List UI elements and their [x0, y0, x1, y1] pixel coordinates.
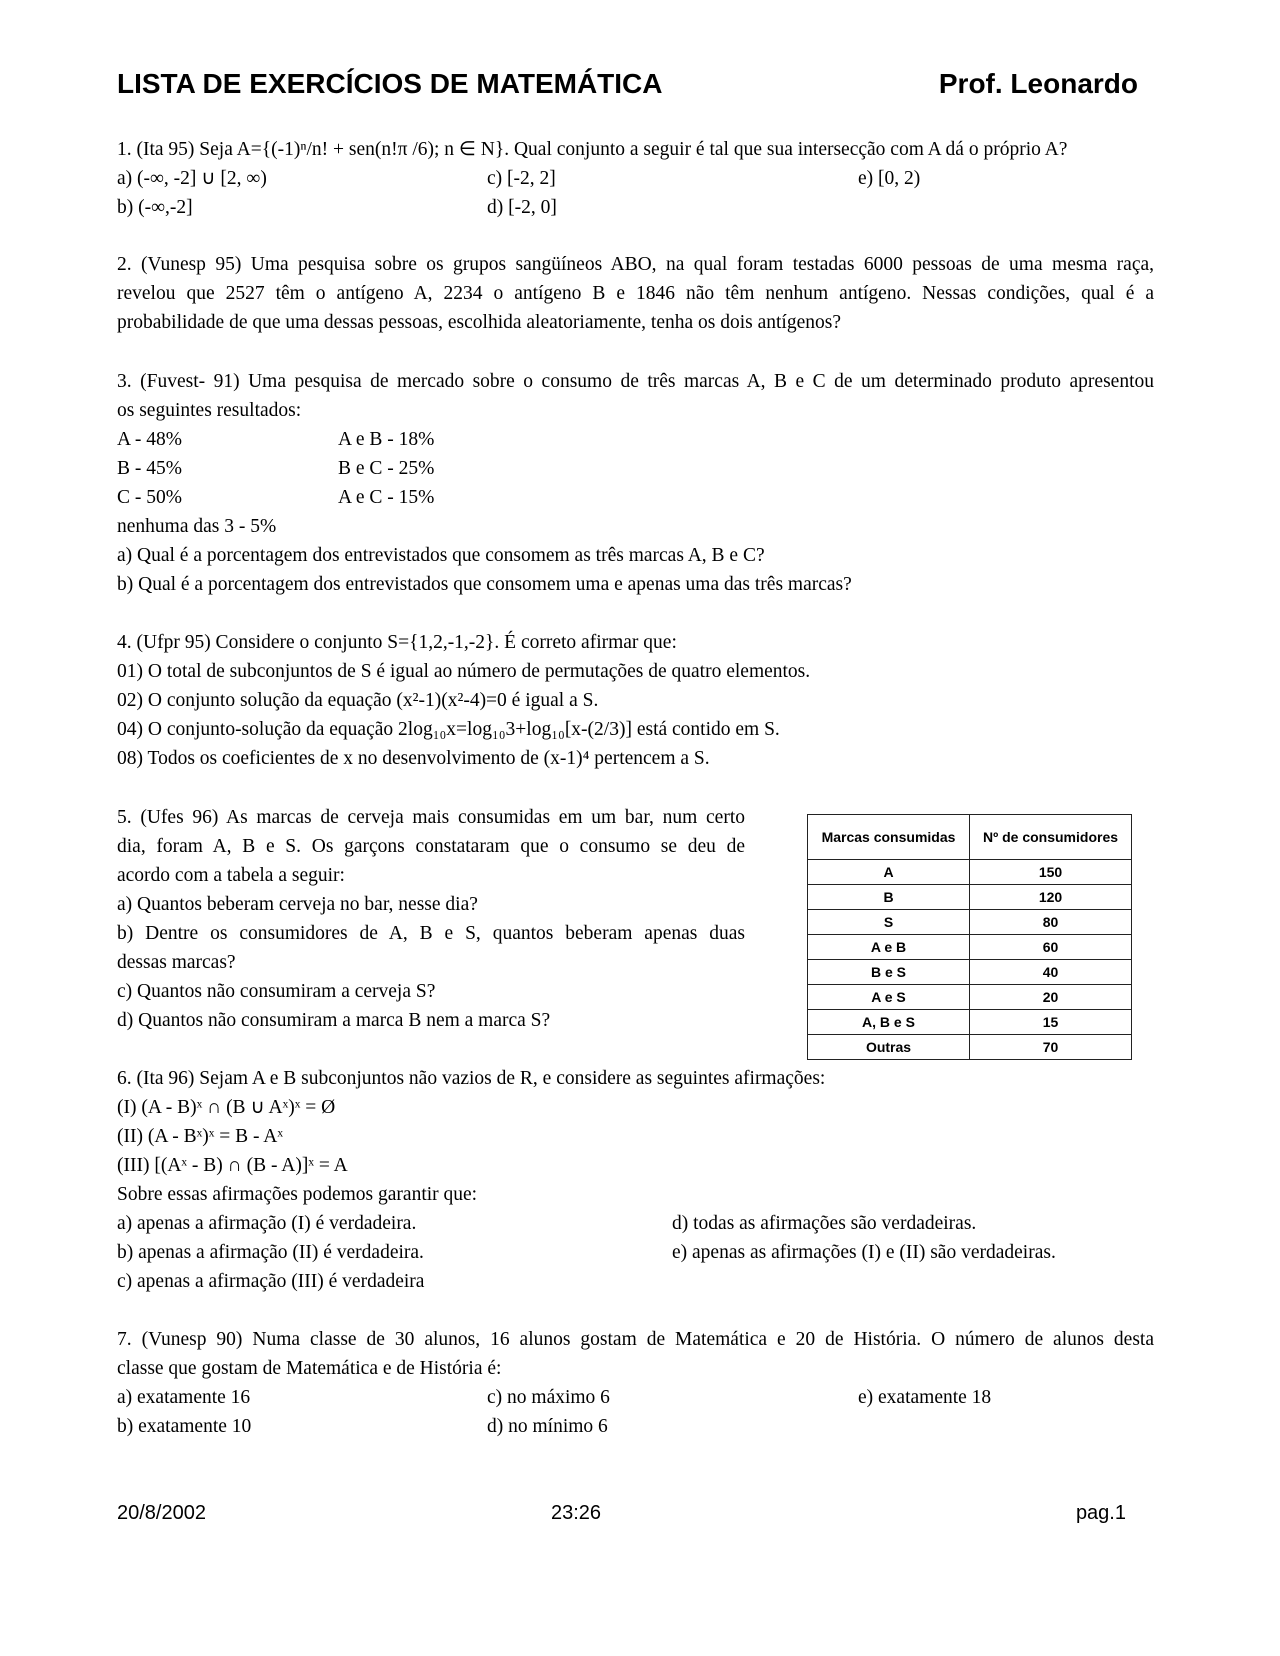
sub-question-a: a) Quantos beberam cerveja no bar, nesse dia? [117, 894, 478, 915]
page-number: pag.1 [1075, 1502, 1126, 1524]
option-b: b) apenas a afirmação (II) é verdadeira. [117, 1242, 424, 1263]
option-d: d) [-2, 0] [487, 197, 557, 218]
question-line: 2. (Vunesp 95) Uma pesquisa sobre os grupos sangüíneos ABO, na qual foram testadas 6000 pessoas de uma mesma raça, [117, 254, 1154, 275]
statement-ii: (II) (A - Bˣ)ˣ = B - Aˣ [117, 1126, 284, 1147]
author: Prof. Leonardo [938, 68, 1138, 99]
brand-cell: S [808, 910, 970, 935]
page-title: LISTA DE EXERCÍCIOS DE MATEMÁTICA [117, 68, 663, 99]
question-4 [117, 628, 1154, 773]
question-7 [117, 1325, 1154, 1441]
column-header: Nº de consumidores [970, 815, 1132, 860]
table-row [808, 1035, 1132, 1060]
result: B e C - 25% [338, 458, 435, 479]
options-row [117, 164, 1154, 193]
option-d: d) no mínimo 6 [487, 1416, 608, 1437]
sub-question-d: d) Quantos não consumiram a marca B nem a marca S? [117, 1010, 551, 1031]
table-header-row [808, 815, 1132, 860]
question-5 [117, 803, 745, 1035]
question-2 [117, 250, 1154, 337]
brand-cell: B e S [808, 960, 970, 985]
option-e: e) exatamente 18 [858, 1387, 992, 1408]
brand-cell: Outras [808, 1035, 970, 1060]
sub-question-b: b) Qual é a porcentagem dos entrevistados que consomem uma e apenas uma das três marcas? [117, 574, 852, 595]
count-cell: 70 [970, 1035, 1132, 1060]
statement-08: 08) Todos os coeficientes de x no desenvolvimento de (x-1)⁴ pertencem a S. [117, 748, 710, 769]
sub-question-a: a) Qual é a porcentagem dos entrevistados que consomem as três marcas A, B e C? [117, 545, 765, 566]
sub-question-b: b) Dentre os consumidores de A, B e S, quantos beberam apenas duas [117, 923, 745, 944]
brand-cell: A e B [808, 935, 970, 960]
option-b: b) exatamente 10 [117, 1416, 252, 1437]
option-e: e) apenas as afirmações (I) e (II) são verdadeiras. [672, 1242, 1056, 1263]
table-row [808, 1010, 1132, 1035]
result: A - 48% [117, 429, 182, 450]
table-row [808, 935, 1132, 960]
option-c: c) [-2, 2] [487, 168, 556, 189]
sub-question-b: dessas marcas? [117, 952, 236, 973]
table-row [808, 985, 1132, 1010]
option-c: c) apenas a afirmação (III) é verdadeira [117, 1271, 425, 1292]
question-6 [117, 1064, 1154, 1296]
count-cell: 40 [970, 960, 1132, 985]
brand-cell: A [808, 860, 970, 885]
count-cell: 150 [970, 860, 1132, 885]
question-line: 3. (Fuvest- 91) Uma pesquisa de mercado sobre o consumo de três marcas A, B e C de um determinado produto apresentou [117, 371, 1154, 392]
question-prompt: Sobre essas afirmações podemos garantir que: [117, 1184, 478, 1205]
count-cell: 20 [970, 985, 1132, 1010]
question-line: probabilidade de que uma dessas pessoas, escolhida aleatoriamente, tenha os dois antígenos? [117, 312, 841, 333]
count-cell: 120 [970, 885, 1132, 910]
option-b: b) (-∞,-2] [117, 197, 193, 218]
question-line: revelou que 2527 têm o antígeno A, 2234 o antígeno B e 1846 não têm nenhum antígeno. Nessas condições, qual é a [117, 283, 1154, 304]
statement-01: 01) O total de subconjuntos de S é igual ao número de permutações de quatro elementos. [117, 661, 811, 682]
option-d: d) todas as afirmações são verdadeiras. [672, 1213, 977, 1234]
result: C - 50% [117, 487, 182, 508]
option-a: a) apenas a afirmação (I) é verdadeira. [117, 1213, 417, 1234]
question-stem: 6. (Ita 96) Sejam A e B subconjuntos não vazios de R, e considere as seguintes afirmações: [117, 1068, 826, 1089]
beer-consumption-table [807, 814, 1132, 1060]
result-row [117, 483, 1154, 512]
options-row [117, 1412, 1154, 1441]
option-a: a) exatamente 16 [117, 1387, 251, 1408]
column-header: Marcas consumidas [808, 815, 970, 860]
question-line: dia, foram A, B e S. Os garçons constataram que o consumo se deu de [117, 836, 745, 857]
count-cell: 80 [970, 910, 1132, 935]
footer-date: 20/8/2002 [117, 1502, 206, 1524]
count-cell: 15 [970, 1010, 1132, 1035]
options-row [117, 1238, 1154, 1267]
result-row [117, 454, 1154, 483]
options-row [117, 193, 1154, 222]
question-stem: 4. (Ufpr 95) Considere o conjunto S={1,2,-1,-2}. É correto afirmar que: [117, 632, 677, 653]
brand-cell: A, B e S [808, 1010, 970, 1035]
options-row [117, 1383, 1154, 1412]
question-line: 5. (Ufes 96) As marcas de cerveja mais consumidas em um bar, num certo [117, 807, 745, 828]
question-3 [117, 367, 1154, 599]
option-c: c) no máximo 6 [487, 1387, 610, 1408]
brand-cell: A e S [808, 985, 970, 1010]
statement-04: 04) O conjunto-solução da equação 2log₁₀x=log₁₀3+log₁₀[x-(2/3)] está contido em S. [117, 719, 780, 740]
footer-time: 23:26 [551, 1502, 602, 1524]
question-stem: 1. (Ita 95) Seja A={(-1)ⁿ/n! + sen(n!π /6); n ∈ N}. Qual conjunto a seguir é tal que sua intersecção com A dá o próprio A? [117, 139, 1068, 160]
question-line: os seguintes resultados: [117, 400, 302, 421]
option-e: e) [0, 2) [858, 168, 921, 189]
result: A e C - 15% [338, 487, 435, 508]
statement-02: 02) O conjunto solução da equação (x²-1)(x²-4)=0 é igual a S. [117, 690, 599, 711]
question-line: 7. (Vunesp 90) Numa classe de 30 alunos, 16 alunos gostam de Matemática e 20 de História. O número de alunos desta [117, 1329, 1154, 1350]
table-row [808, 960, 1132, 985]
result: nenhuma das 3 - 5% [117, 516, 277, 537]
table-row [808, 885, 1132, 910]
options-row [117, 1209, 1154, 1238]
options-row [117, 1267, 1154, 1296]
count-cell: 60 [970, 935, 1132, 960]
result: A e B - 18% [338, 429, 435, 450]
statement-iii: (III) [(Aˣ - B) ∩ (B - A)]ˣ = A [117, 1155, 348, 1176]
result: B - 45% [117, 458, 182, 479]
statement-i: (I) (A - B)ˣ ∩ (B ∪ Aˣ)ˣ = Ø [117, 1097, 336, 1118]
result-row [117, 425, 1154, 454]
sub-question-c: c) Quantos não consumiram a cerveja S? [117, 981, 436, 1002]
table-row [808, 860, 1132, 885]
table-row [808, 910, 1132, 935]
brand-cell: B [808, 885, 970, 910]
question-line: acordo com a tabela a seguir: [117, 865, 345, 886]
question-line: classe que gostam de Matemática e de História é: [117, 1358, 502, 1379]
question-1 [117, 135, 1154, 222]
option-a: a) (-∞, -2] ∪ [2, ∞) [117, 168, 267, 189]
